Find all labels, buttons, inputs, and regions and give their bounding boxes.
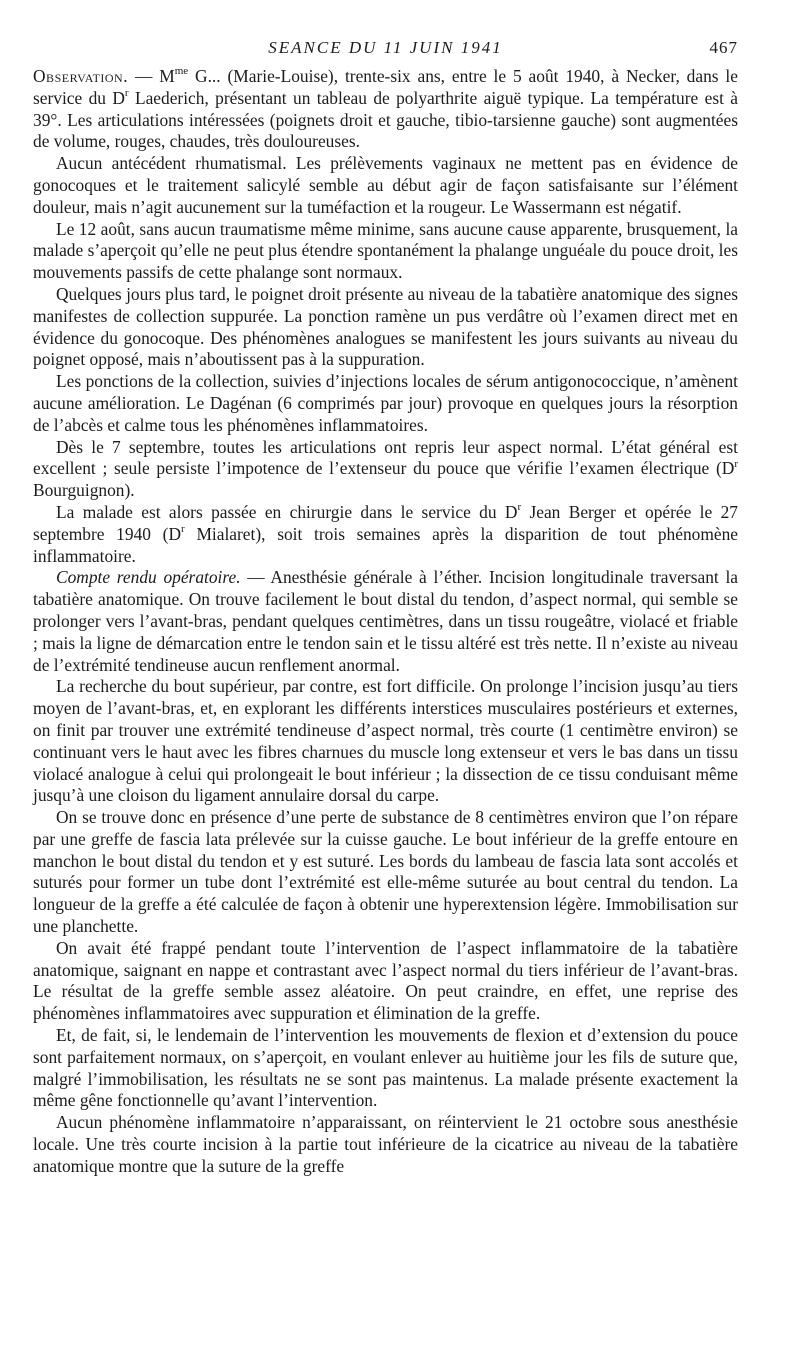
compte-rendu-heading: Compte rendu opératoire. <box>56 567 241 588</box>
paragraph-text: Jean Berger et opérée le 27 septembre 1940 (D <box>33 501 738 544</box>
superscript: r <box>124 87 129 99</box>
superscript: r <box>517 501 522 514</box>
article-body <box>33 66 738 1178</box>
paragraph-greffe: On se trouve donc en présence d’une perte de substance de 8 centimètres environ que l’on répare par une greffe de fascia lata prélevée sur la cuisse gauche. Le bout inférieur de la greffe entoure en manchon le bout distal du tendon et y est suturé. Les bords du lambeau de fascia lata sont accolés et suturés pour former un tube dont l’extrémité est elle-même suturée au bout central du tendon. La longueur de la greffe a été calculée de façon à obtenir une hyperextension légère. Immobilisation sur une planchette. <box>33 807 738 937</box>
paragraph-text: G... (Marie-Louise), trente-six ans, entre le 5 août 1940, à Necker, dans le service du D <box>33 66 738 108</box>
page-header <box>33 38 738 66</box>
paragraph-chirurgie <box>33 502 738 567</box>
running-title: SEANCE DU 11 JUIN 1941 <box>268 38 503 57</box>
paragraph-reintervention: Aucun phénomène inflammatoire n’apparaissant, on réintervient le 21 octobre sous anesthésie locale. Une très courte incision à la partie tout inférieure de la cicatrice au niveau de la tabatière anatomique montre que la suture de la greffe <box>33 1112 738 1176</box>
paragraph-text: — Anesthésie générale à l’éther. Incision longitudinale traversant la tabatière anatomique. On trouve facilement le bout distal du tendon, d’aspect normal, qui semble se prolonger vers l’avant-bras, pendant quelques centimètres, dans un tissu rougeâtre, violacé et friable ; mais la ligne de démarcation entre le tendon sain et le tissu altéré est très nette. Il n’existe au niveau de l’extrémité tendineuse aucun renflement anormal. <box>33 567 738 675</box>
page-number: 467 <box>709 38 738 57</box>
paragraph-12-aout: Le 12 août, sans aucun traumatisme même minime, sans aucune cause apparente, brusquement, la malade s’aperçoit qu’elle ne peut plus étendre spontanément la phalange unguéale du pouce droit, les mouvements passifs de cette phalange sont normaux. <box>33 218 738 283</box>
paragraph-text: Mialaret), soit trois semaines après la disparition de tout phénomène inflammatoire. <box>33 523 738 566</box>
paragraph-text: — M <box>128 66 175 86</box>
superscript: r <box>181 522 185 535</box>
paragraph-text: Laederich, présentant un tableau de polyarthrite aiguë typique. La température est à 39°. Les articulations intéressées (poignets droit et gauche, tibio-tarsienne gauche) sont augmentées de volume, rouges, chaudes, très douloureuses. <box>33 87 738 152</box>
observation-heading: Observation. <box>33 66 129 86</box>
page <box>33 38 738 1178</box>
superscript: r <box>734 457 738 470</box>
paragraph-poignet: Quelques jours plus tard, le poignet droit présente au niveau de la tabatière anatomique des signes manifestes de collection suppurée. La ponction ramène un pus verdâtre où l’examen direct met en évidence du gonocoque. Des phénomènes analogues se manifestent les jours suivants au niveau du poignet opposé, mais n’aboutissent pas à la suppuration. <box>33 283 738 370</box>
paragraph-compte-rendu <box>33 567 738 676</box>
paragraph-ponctions: Les ponctions de la collection, suivies d’injections locales de sérum antigonococcique, n’amènent aucune amélioration. Le Dagénan (6 comprimés par jour) provoque en quelques jours la résorption de l’abcès et calme tous les phénomènes inflammatoires. <box>33 371 738 435</box>
paragraph-bout-superieur: La recherche du bout supérieur, par contre, est fort difficile. On prolonge l’incision jusqu’au tiers moyen de l’avant-bras, et, en explorant les différents interstices musculaires postérieurs et externes, on finit par trouver une extrémité tendineuse d’aspect normal, très courte (1 centimètre environ) se continuant vers le haut avec les fibres charnues du muscle long extenseur et vers le bas dans un tissu violacé analogue à celui qui prolongeait le bout inférieur ; la dissection de ce tissu conduisant même jusqu’à une cloison du ligament annulaire dorsal du carpe. <box>33 676 738 806</box>
paragraph-antecedents: Aucun antécédent rhumatismal. Les prélèvements vaginaux ne mettent pas en évidence de gonocoques et le traitement salicylé semble au début agir de façon satisfaisante sur l’élément douleur, mais n’agit aucunement sur la tuméfaction et la rougeur. Le Wassermann est négatif. <box>33 153 738 217</box>
paragraph-text: La malade est alors passée en chirurgie dans le service du D <box>56 501 518 522</box>
observation-paragraph <box>33 66 738 153</box>
superscript: me <box>174 65 189 78</box>
paragraph-text: Dès le 7 septembre, toutes les articulations ont repris leur aspect normal. L’état général est excellent ; seule persiste l’impotence de l’extenseur du pouce que vérifie l’examen électrique (D <box>33 436 738 479</box>
paragraph-lendemain: Et, de fait, si, le lendemain de l’intervention les mouvements de flexion et d’extension du pouce sont parfaitement normaux, on s’aperçoit, en voulant enlever au huitième jour les fils de suture que, malgré l’immobilisation, les résultats ne se sont pas maintenus. La malade présente exactement la même gêne fonctionnelle qu’avant l’intervention. <box>33 1025 738 1111</box>
paragraph-text: Bourguignon). <box>33 480 135 501</box>
paragraph-septembre <box>33 437 738 502</box>
paragraph-inflammatoire: On avait été frappé pendant toute l’intervention de l’aspect inflammatoire de la tabatière anatomique, saignant en nappe et contrastant avec l’aspect normal du tiers inférieur de l’avant-bras. Le résultat de la greffe semble assez aléatoire. On peut craindre, en effet, une reprise des phénomènes inflammatoires avec suppuration et élimination de la greffe. <box>33 937 738 1024</box>
